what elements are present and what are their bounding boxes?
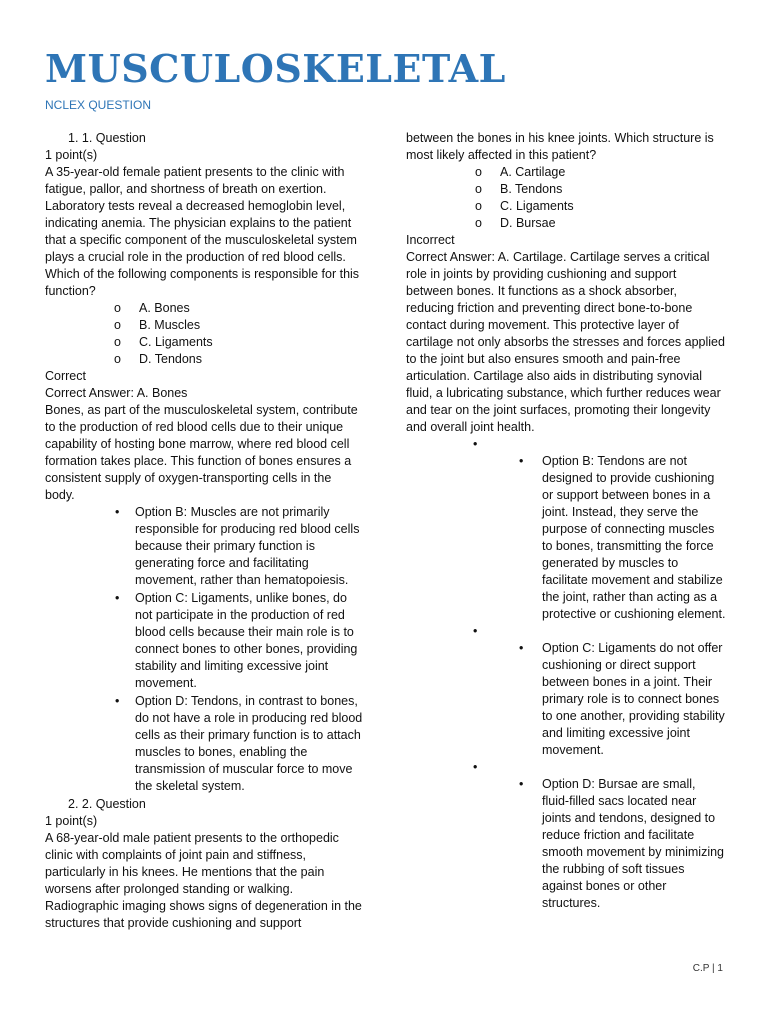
option-item — [406, 181, 726, 198]
circle-bullet-icon: o — [114, 301, 121, 315]
option-item — [45, 351, 363, 368]
option-label: B. Tendons — [500, 182, 563, 196]
rationale-item — [406, 640, 726, 759]
question-2-result: Incorrect — [406, 233, 455, 247]
question-1-options — [45, 300, 363, 368]
option-label: C. Ligaments — [139, 335, 213, 349]
bullet-dot-icon: • — [519, 777, 524, 791]
empty-bullet — [406, 436, 726, 453]
rationale-item — [45, 504, 363, 589]
circle-bullet-icon: o — [114, 318, 121, 332]
question-1-explanation: Bones, as part of the musculoskeletal system, contribute to the production of red blood cells due to their unique capability of hosting bone marrow, where red blood cell formation takes place. This function of bones ensures a consistent supply of oxygen-transporting cells in the body. — [45, 403, 358, 502]
question-1-result: Correct — [45, 369, 86, 383]
bullet-dot-icon: • — [473, 437, 478, 451]
rationale-text: Option C: Ligaments, unlike bones, do not participate in the production of red blood cells because their main role is to connect bones to other bones, providing stability and limiting excessive joint movement. — [135, 591, 358, 690]
question-1-rationales — [45, 504, 363, 795]
bullet-dot-icon: • — [473, 624, 478, 638]
option-item — [406, 164, 726, 181]
question-1-number: 1. 1. Question — [68, 131, 146, 145]
question-2-answer: Correct Answer: A. Cartilage. Cartilage serves a critical role in joints by providing cushioning and support between bones. It functions as a shock absorber, reducing friction and preventing direct bone-to-bone contact during movement. This protective layer of cartilage not only absorbs the stresses and forces applied to the joint but also ensures smooth and pain-free articulation. Cartilage also aids in distributing synovial fluid, a lubricating substance, which further reduces wear and tear on the joint surfaces, promoting their longevity and overall joint health. — [406, 250, 725, 434]
option-label: D. Bursae — [500, 216, 556, 230]
option-item — [45, 334, 363, 351]
circle-bullet-icon: o — [475, 216, 482, 230]
circle-bullet-icon: o — [475, 182, 482, 196]
rationale-text: Option D: Tendons, in contrast to bones, do not have a role in producing red blood cells as their primary function is to attach muscles to bones, enabling the transmission of muscular force to move the skeletal system. — [135, 694, 363, 793]
rationale-text: Option B: Muscles are not primarily responsible for producing red blood cells because their primary function is generating force and facilitating movement, rather than hematopoiesis. — [135, 505, 360, 587]
option-item — [45, 317, 363, 334]
empty-bullet — [406, 623, 726, 640]
question-1-answer: Correct Answer: A. Bones — [45, 386, 188, 400]
rationale-item — [406, 453, 726, 623]
question-1-text: A 35-year-old female patient presents to the clinic with fatigue, pallor, and shortness of breath on exertion. Laboratory tests reveal a decreased hemoglobin level, indicating anemia. The physician explains to the patient that a specific component of the musculoskeletal system plays a crucial role in the production of red blood cells. Which of the following components is responsible for this function? — [45, 165, 360, 298]
empty-bullet — [406, 759, 726, 776]
bullet-dot-icon: • — [115, 694, 120, 708]
bullet-dot-icon: • — [115, 591, 120, 605]
bullet-dot-icon: • — [519, 454, 524, 468]
question-2-number: 2. 2. Question — [68, 797, 146, 811]
bullet-dot-icon: • — [519, 641, 524, 655]
option-label: D. Tendons — [139, 352, 203, 366]
rationale-item — [45, 693, 363, 795]
option-item — [45, 300, 363, 317]
bullet-dot-icon: • — [115, 505, 120, 519]
rationale-text: Option B: Tendons are not designed to provide cushioning or support between bones in a joint. Instead, they serve the purpose of connecting muscles to bones, transmitting the force generated by muscles to facilitate movement and stabilize the joint, rather than acting as a protective or cushioning element. — [542, 454, 726, 621]
question-2-options — [406, 164, 726, 232]
circle-bullet-icon: o — [475, 199, 482, 213]
option-label: A. Cartilage — [500, 165, 566, 179]
document-subtitle: NCLEX QUESTION — [45, 98, 152, 112]
question-1-points: 1 point(s) — [45, 148, 98, 162]
question-2-text: A 68-year-old male patient presents to the orthopedic clinic with complaints of joint pain and stiffness, particularly in his knees. He mentions that the pain worsens after prolonged standing or walking. Radiographic imaging shows signs of degeneration in the structures that provide cushioning and support — [45, 831, 362, 930]
right-column — [406, 130, 726, 912]
rationale-text: Option D: Bursae are small, fluid-filled sacs located near joints and tendons, designed to reduce friction and facilitate smooth movement by minimizing the rubbing of soft tissues against bones or other structures. — [542, 777, 725, 910]
option-label: B. Muscles — [139, 318, 201, 332]
rationale-item — [45, 590, 363, 692]
question-2-points: 1 point(s) — [45, 814, 98, 828]
option-item — [406, 215, 726, 232]
option-label: A. Bones — [139, 301, 190, 315]
circle-bullet-icon: o — [475, 165, 482, 179]
rationale-item — [406, 776, 726, 912]
bullet-dot-icon: • — [473, 760, 478, 774]
page-footer: C.P | 1 — [692, 963, 723, 974]
question-2-text-continued: between the bones in his knee joints. Which structure is most likely affected in this patient? — [406, 131, 714, 162]
circle-bullet-icon: o — [114, 352, 121, 366]
circle-bullet-icon: o — [114, 335, 121, 349]
option-item — [406, 198, 726, 215]
rationale-text: Option C: Ligaments do not offer cushioning or direct support between bones in a joint. Their primary role is to connect bones to one another, providing stability and limiting excessive joint movement. — [542, 641, 725, 757]
option-label: C. Ligaments — [500, 199, 574, 213]
document-title: MUSCULOSKELETAL — [45, 46, 506, 91]
left-column — [45, 130, 363, 932]
